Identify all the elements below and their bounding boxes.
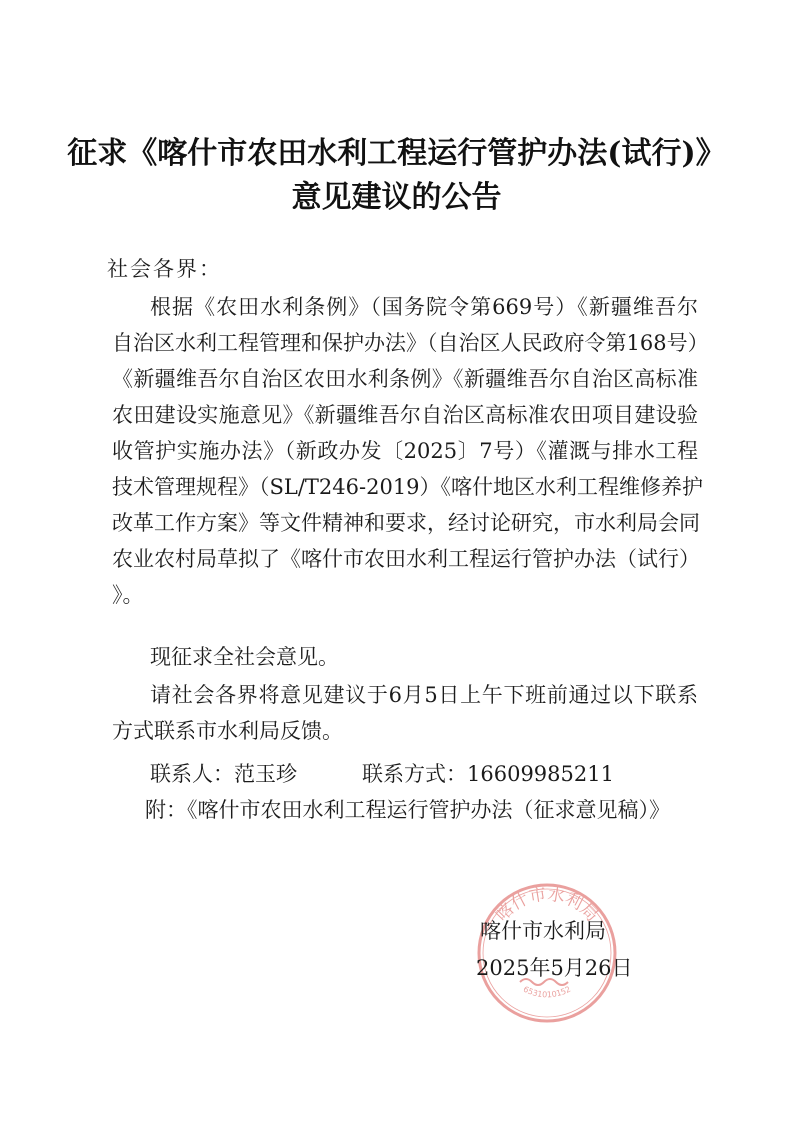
salutation: 社会各界：	[107, 257, 222, 281]
paragraph-1-line: 改革工作方案》等文件精神和要求，经讨论研究，市水利局会同	[112, 511, 700, 535]
paragraph-3-line: 方式联系市水利局反馈。	[112, 719, 343, 743]
paragraph-1-line: 农田建设实施意见》《新疆维吾尔自治区高标准农田项目建设验	[112, 403, 698, 427]
paragraph-3-line: 请社会各界将意见建议于6月5日上午下班前通过以下联系	[150, 683, 698, 707]
signature-organization: 喀什市水利局	[480, 919, 606, 943]
paragraph-2: 现征求全社会意见。	[150, 645, 339, 669]
contact-phone: 联系方式：16609985211	[362, 762, 614, 786]
paragraph-1-line: 技术管理规程》（SL/T246-2019）《喀什地区水利工程维修养护	[112, 475, 704, 499]
paragraph-1-line: 自治区水利工程管理和保护办法》（自治区人民政府令第168号）	[112, 331, 709, 355]
paragraph-1-line: 收管护实施办法》（新政办发〔2025〕7号）《灌溉与排水工程	[112, 439, 698, 463]
paragraph-1-line: 农业农村局草拟了《喀什市农田水利工程运行管护办法（试行）	[112, 547, 700, 571]
paragraph-1-line: 《新疆维吾尔自治区农田水利条例》《新疆维吾尔自治区高标准	[112, 367, 698, 391]
seal-code: 6531010152	[521, 984, 573, 1000]
seal-text: 喀什市水利局	[492, 884, 602, 926]
document-title-line-1: 征求《喀什市农田水利工程运行管护办法(试行)》	[67, 136, 726, 171]
contact-person: 联系人：范玉珍	[150, 762, 297, 786]
paragraph-1-line: 》。	[112, 583, 144, 607]
attachment-note: 附：《喀什市农田水利工程运行管护办法（征求意见稿）》	[145, 798, 670, 822]
signature-date: 2025年5月26日	[476, 956, 633, 980]
paragraph-1-line: 根据《农田水利条例》（国务院令第669号）《新疆维吾尔	[150, 295, 698, 319]
document-title-line-2: 意见建议的公告	[291, 180, 502, 215]
